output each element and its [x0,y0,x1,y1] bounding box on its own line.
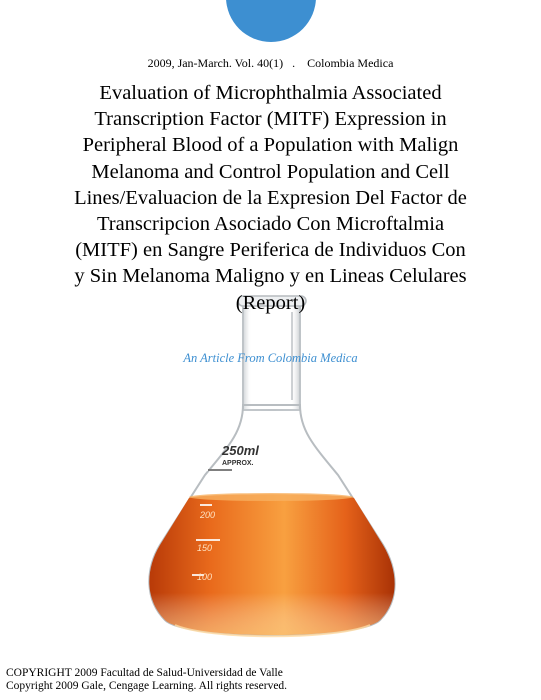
copyright-line-1: COPYRIGHT 2009 Facultad de Salud-Universidad de Valle [6,667,283,679]
title-line: y Sin Melanoma Maligno y en Lineas Celulares [74,265,467,288]
title-line: Melanoma and Control Population and Cell [91,160,450,183]
title-line: (MITF) en Sangre Periferica de Individuos Con [75,239,466,262]
document-title [30,80,511,316]
publication-meta: 2009, Jan-March. Vol. 40(1) . Colombia Medica [147,56,394,70]
title-line: Transcripcion Asociado Con Microftalmia [96,213,445,236]
title-line: (Report) [235,291,306,314]
title-line: Peripheral Blood of a Population with Malign [82,134,459,157]
title-line: Transcription Factor (MITF) Expression in [94,108,447,131]
article-source: An Article From Colombia Medica [183,351,358,365]
flask-mark-150: 150 [197,543,213,553]
flask-approx-label: APPROX. [222,460,254,467]
title-line: Lines/Evaluacion de la Expresion Del Factor de [74,186,467,209]
copyright-line-2: Copyright 2009 Gale, Cengage Learning. All rights reserved. [6,680,288,692]
flask-mark-200: 200 [200,510,216,520]
flask-volume-label: 250ml [222,443,259,458]
title-line: Evaluation of Microphthalmia Associated [99,82,442,104]
flask-mark-100: 100 [197,572,213,582]
